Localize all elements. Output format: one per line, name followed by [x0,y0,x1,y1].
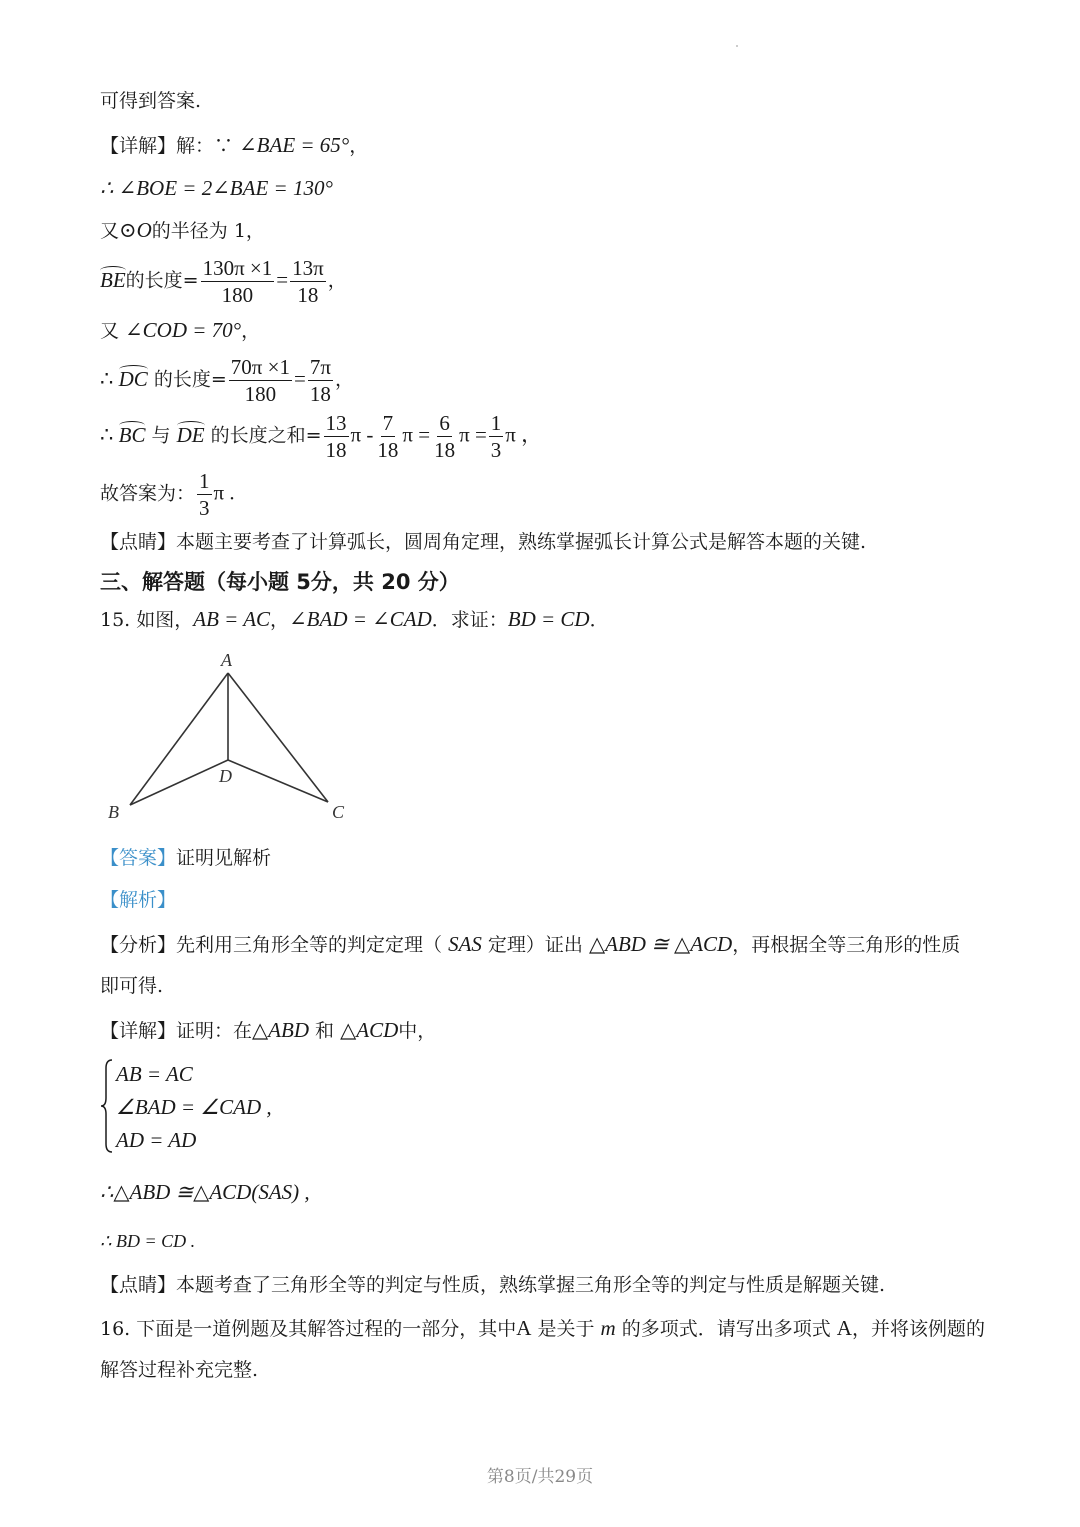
label-c: C [332,802,345,822]
triangle-figure [100,645,360,830]
fraction [229,356,292,405]
equation-row: ∠BAD = ∠CAD , [116,1095,272,1119]
denominator: 18 [325,438,347,463]
analysis-label: 【分析】 [100,934,177,956]
fraction [308,356,333,405]
arc-sum-line [100,412,542,461]
math: ∴ ∠BOE = 2∠BAE = 130° [100,176,333,200]
equation-row: AB = AC [116,1062,193,1086]
math: O [136,218,152,242]
comment-line [100,1276,885,1295]
question-16 [100,1318,985,1339]
question-15 [100,609,609,630]
detail-tag: 【详解】 [100,1020,177,1042]
arc-label: BE [100,267,126,292]
answer-line [100,470,235,519]
text: 的多项式．请写出多项式 [615,1318,837,1340]
text: 16. 下面是一道例题及其解答过程的一部分，其中 [100,1318,517,1340]
numerator: 6 [437,412,452,437]
scan-dot [736,45,738,47]
fraction [324,412,349,461]
math: π - [350,422,374,447]
math: π = [459,422,487,447]
text-line [100,92,201,111]
text: 的半径为 1， [151,220,265,242]
math: ∠BAD = ∠CAD [289,607,432,631]
math: π . [213,480,235,505]
text: 和 [309,1020,341,1042]
text: ． [589,609,609,631]
text: 【点睛】本题主要考查了计算弧长，圆周角定理，熟练掌握弧长计算公式是解答本题的关键. [100,531,867,553]
text-line [100,320,260,341]
math: ∴ BD = CD . [100,1231,196,1251]
fraction [489,412,504,461]
analysis-line [100,934,960,955]
text: 证明见解析 [176,847,272,869]
math: ∠BAE = 65° [239,133,350,157]
text: ， [270,609,290,631]
numerator: 13π [290,257,326,282]
segment-cd [228,760,328,802]
text: ∴ [100,422,119,447]
section-title: 三、解答题（每小题 5分，共 20 分） [100,570,460,594]
answer-line [100,849,271,868]
math: A [516,1316,532,1340]
label-a: A [221,650,232,670]
text-line [100,977,163,996]
denominator: 18 [377,438,399,463]
text: 的长度= [147,368,227,391]
math: ∠COD = 70° [125,318,242,342]
text: ∴ [100,366,119,391]
text-line [100,220,265,241]
math: = [293,366,306,391]
text: ，再根据全等三角形的性质 [732,934,961,956]
math: = [276,267,289,292]
left-brace [100,1058,114,1154]
arc-length-line [100,356,354,405]
math: A [836,1316,852,1340]
detail-line [100,135,368,156]
math: SAS [448,932,482,956]
conclusion-line [100,1182,310,1203]
conclusion-line [100,1232,195,1251]
arc-label: DE [176,422,205,447]
equation-row: AD = AD [116,1128,197,1152]
text: ．求证： [431,609,508,631]
circle-symbol: ⊙ [119,218,137,242]
segment-ab [130,673,228,805]
fraction [201,257,275,306]
text: ， [327,269,347,292]
equation-system [100,1058,300,1158]
math: π = [402,422,431,447]
text: 证明：在 [176,1020,253,1042]
denominator: 180 [221,283,254,308]
text: 解答过程补充完整. [100,1359,259,1381]
text: 又 [100,220,120,242]
math: BD = CD [507,607,590,631]
text: 定理）证出 [481,934,589,956]
detail-tag: 【详解】 [100,135,177,157]
arc-label: DC [118,366,148,391]
math: △ABD [252,1018,310,1042]
numerator: 7 [381,412,396,437]
text: 中， [398,1020,437,1042]
numerator: 13 [324,412,349,437]
comment-line [100,533,866,552]
label-d: D [219,766,232,786]
math: π ， [505,422,543,447]
numerator: 7π [308,356,333,381]
text: 即可得. [100,975,164,997]
numerator: 1 [197,470,212,495]
answer-tag: 【答案】 [100,847,177,869]
text: ， [241,320,261,342]
detail-line [100,1020,436,1041]
text: 的长度之和= [204,424,322,447]
denominator: 18 [297,283,319,308]
math: AB = AC [193,607,271,631]
numerator: 70π ×1 [229,356,292,381]
denominator: 3 [199,496,210,521]
text: 【点睛】本题考查了三角形全等的判定与性质，熟练掌握三角形全等的判定与性质是解题关键. [100,1274,886,1296]
denominator: 18 [434,438,456,463]
numerator: 1 [489,412,504,437]
text: 与 [145,424,177,447]
math: △ABD ≅ △ACD [588,932,733,956]
text: 解：∵ [176,135,240,157]
fraction [197,470,212,519]
math: △ACD [340,1018,399,1042]
math: m [600,1316,616,1340]
arc-label: BC [118,422,146,447]
analysis-tag: 【解析】 [100,889,177,911]
text-line [100,1361,258,1380]
segment-bd [130,760,228,805]
text: ， [334,368,354,391]
text: 又 [100,320,126,342]
math-line [100,178,333,199]
label-b: B [108,802,119,822]
text: 的长度= [125,269,199,292]
text: ， [349,135,369,157]
fraction [432,412,457,461]
text: 可得到答案. [100,90,202,112]
fraction [290,257,326,306]
numerator: 130π ×1 [201,257,275,282]
text: ，并将该例题的 [851,1318,985,1340]
denominator: 18 [309,382,331,407]
text: 是关于 [531,1318,601,1340]
math: ∴△ABD ≅△ACD(SAS) , [100,1180,310,1204]
fraction [375,412,400,461]
denominator: 3 [490,438,502,463]
arc-length-line [100,257,347,306]
text: 15. 如图， [100,609,194,631]
text: 故答案为： [100,482,196,505]
page-footer: 第8页/共29页 [486,1467,594,1487]
denominator: 180 [244,382,277,407]
text: 先利用三角形全等的判定定理（ [176,934,449,956]
segment-ac [228,673,328,802]
